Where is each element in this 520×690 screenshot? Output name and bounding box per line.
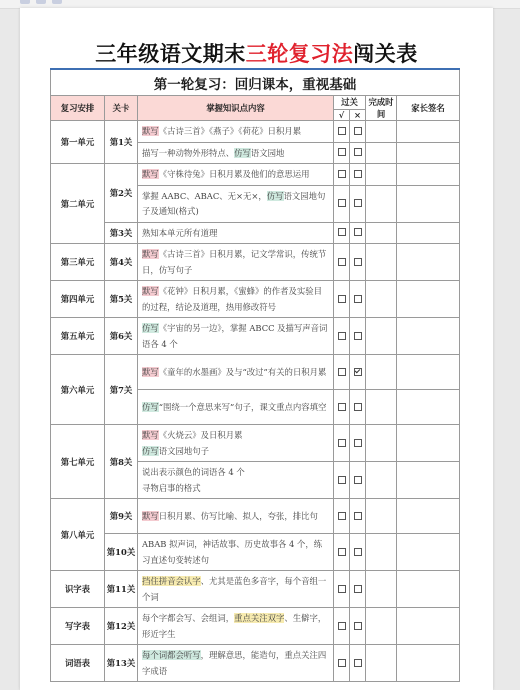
unit-cell: 第四单元 bbox=[51, 281, 105, 318]
fail-checkbox[interactable] bbox=[354, 512, 362, 520]
fail-cell bbox=[350, 318, 366, 355]
toolbar-tab-marker bbox=[36, 0, 46, 4]
pass-checkbox[interactable] bbox=[338, 512, 346, 520]
pass-cell bbox=[334, 499, 350, 534]
table-row bbox=[51, 608, 460, 645]
table-subtitle: 第一轮复习：回归课本，重视基础 bbox=[51, 69, 460, 96]
fail-cell bbox=[350, 534, 366, 571]
pass-checkbox[interactable] bbox=[338, 403, 346, 411]
gate-cell: 第9关 bbox=[105, 499, 138, 534]
fail-cell bbox=[350, 244, 366, 281]
fail-cell bbox=[350, 355, 366, 390]
pass-checkbox[interactable] bbox=[338, 258, 346, 266]
parent-sign-cell[interactable] bbox=[397, 142, 460, 164]
header-cross-mark: × bbox=[350, 109, 366, 120]
table-row bbox=[51, 534, 460, 571]
pass-checkbox[interactable] bbox=[338, 295, 346, 303]
table-row bbox=[51, 645, 460, 682]
gate-cell: 第12关 bbox=[105, 608, 138, 645]
pass-cell bbox=[334, 244, 350, 281]
highlighted-text: 仿写 bbox=[234, 147, 251, 158]
header-pass: 过关 bbox=[334, 96, 366, 110]
fail-checkbox[interactable] bbox=[354, 439, 362, 447]
unit-cell: 第五单元 bbox=[51, 318, 105, 355]
parent-sign-cell[interactable] bbox=[397, 222, 460, 244]
pass-checkbox[interactable] bbox=[338, 548, 346, 556]
pass-checkbox[interactable] bbox=[338, 332, 346, 340]
fail-cell bbox=[350, 425, 366, 462]
content-text: 寻物启事的格式 bbox=[142, 482, 201, 493]
unit-cell: 词语表 bbox=[51, 645, 105, 682]
parent-sign-cell[interactable] bbox=[397, 281, 460, 318]
fail-cell bbox=[350, 185, 366, 222]
pass-checkbox[interactable] bbox=[338, 622, 346, 630]
content-text: 语文园地 bbox=[250, 147, 285, 158]
done-time-cell[interactable] bbox=[366, 425, 397, 462]
content-text: 《守株待兔》日积月累及他们的意思运用 bbox=[158, 169, 310, 179]
parent-sign-cell[interactable] bbox=[397, 571, 460, 608]
done-time-cell[interactable] bbox=[366, 645, 397, 682]
fail-cell bbox=[350, 499, 366, 534]
gate-cell: 第4关 bbox=[105, 244, 138, 281]
fail-checkbox[interactable] bbox=[354, 295, 362, 303]
pass-checkbox[interactable] bbox=[338, 127, 346, 135]
done-time-cell[interactable] bbox=[366, 222, 397, 244]
gate-cell: 第5关 bbox=[105, 281, 138, 318]
fail-cell bbox=[350, 281, 366, 318]
fail-checkbox[interactable] bbox=[354, 403, 362, 411]
parent-sign-cell[interactable] bbox=[397, 608, 460, 645]
fail-checkbox[interactable] bbox=[354, 368, 362, 376]
gate-cell: 第6关 bbox=[105, 318, 138, 355]
content-text: 、生僻字，形近字生 bbox=[142, 613, 327, 639]
content-text: 《花钟》日积月累，《蜜蜂》的作者及实验目的过程，结论及道理，热用修改符号 bbox=[142, 286, 323, 312]
toolbar-tab-marker bbox=[52, 0, 62, 4]
pass-cell bbox=[334, 281, 350, 318]
gate-cell: 第11关 bbox=[105, 571, 138, 608]
content-cell bbox=[138, 318, 334, 355]
content-cell bbox=[138, 534, 334, 571]
content-cell bbox=[138, 142, 334, 164]
fail-checkbox[interactable] bbox=[354, 332, 362, 340]
content-text: 《古诗三首》日积月累，记文学常识，传统节日，仿写句子 bbox=[142, 249, 327, 275]
content-cell bbox=[138, 244, 334, 281]
fail-cell bbox=[350, 645, 366, 682]
table-row bbox=[51, 222, 460, 244]
fail-checkbox[interactable] bbox=[354, 199, 362, 207]
header-content: 掌握知识点内容 bbox=[138, 96, 334, 121]
content-cell bbox=[138, 608, 334, 645]
parent-sign-cell[interactable] bbox=[397, 121, 460, 143]
highlighted-text: 仿写 bbox=[142, 323, 159, 333]
gate-cell: 第2关 bbox=[105, 164, 138, 223]
pass-checkbox[interactable] bbox=[338, 476, 346, 484]
pass-checkbox[interactable] bbox=[338, 439, 346, 447]
content-cell bbox=[138, 355, 334, 390]
fail-cell bbox=[350, 222, 366, 244]
done-time-cell[interactable] bbox=[366, 142, 397, 164]
gate-cell: 第8关 bbox=[105, 425, 138, 499]
done-time-cell[interactable] bbox=[366, 571, 397, 608]
content-text: 说出表示颜色的词语各 4 个 bbox=[142, 467, 245, 477]
highlighted-text: 每个词都会听写 bbox=[142, 650, 201, 660]
pass-checkbox[interactable] bbox=[338, 170, 346, 178]
content-text: 、尤其是蓝色多音字，每个音组一个词 bbox=[142, 576, 327, 602]
done-time-cell[interactable] bbox=[366, 185, 397, 222]
done-time-cell[interactable] bbox=[366, 390, 397, 425]
content-cell bbox=[138, 425, 334, 462]
done-time-cell[interactable] bbox=[366, 355, 397, 390]
highlighted-text: 默写 bbox=[142, 169, 159, 179]
highlighted-text: 重点关注双字 bbox=[234, 613, 285, 623]
pass-checkbox[interactable] bbox=[338, 585, 346, 593]
pass-cell bbox=[334, 121, 350, 143]
title-part-3: 闯关表 bbox=[353, 42, 418, 66]
pass-cell bbox=[334, 608, 350, 645]
fail-checkbox[interactable] bbox=[354, 148, 362, 156]
pass-cell bbox=[334, 645, 350, 682]
done-time-cell[interactable] bbox=[366, 534, 397, 571]
content-text: 描写一种动物外形特点、 bbox=[142, 147, 235, 158]
fail-checkbox[interactable] bbox=[354, 258, 362, 266]
header-done-time: 完成时间 bbox=[366, 96, 397, 121]
content-text: 《童年的水墨画》及与“改过”有关的日积月累 bbox=[158, 366, 327, 377]
parent-sign-cell[interactable] bbox=[397, 318, 460, 355]
pass-cell bbox=[334, 462, 350, 499]
content-text: 熟知本单元所有道理 bbox=[142, 227, 218, 238]
done-time-cell[interactable] bbox=[366, 281, 397, 318]
done-time-cell[interactable] bbox=[366, 608, 397, 645]
content-text: 《火烧云》及日积月累 bbox=[158, 430, 243, 440]
parent-sign-cell[interactable] bbox=[397, 645, 460, 682]
table-row bbox=[51, 499, 460, 534]
table-row bbox=[51, 244, 460, 281]
content-cell bbox=[138, 499, 334, 534]
highlighted-text: 仿写 bbox=[266, 190, 284, 201]
parent-sign-cell[interactable] bbox=[397, 244, 460, 281]
pass-cell bbox=[334, 318, 350, 355]
fail-cell bbox=[350, 142, 366, 164]
content-cell bbox=[138, 185, 334, 222]
content-text: 每个字都会写、会组词， bbox=[142, 613, 235, 623]
content-cell bbox=[138, 222, 334, 244]
content-cell bbox=[138, 121, 334, 143]
table-row bbox=[51, 318, 460, 355]
unit-cell: 第三单元 bbox=[51, 244, 105, 281]
unit-cell: 第一单元 bbox=[51, 121, 105, 164]
fail-checkbox[interactable] bbox=[354, 228, 362, 236]
toolbar-tab-marker bbox=[20, 0, 30, 4]
fail-checkbox[interactable] bbox=[354, 548, 362, 556]
parent-sign-cell[interactable] bbox=[397, 462, 460, 499]
unit-cell: 识字表 bbox=[51, 571, 105, 608]
content-cell bbox=[138, 164, 334, 186]
pass-cell bbox=[334, 142, 350, 164]
fail-cell bbox=[350, 390, 366, 425]
unit-cell: 写字表 bbox=[51, 608, 105, 645]
content-text: ABAB 拟声词，神话故事、历史故事各 4 个，练习直述句变转述句 bbox=[142, 539, 323, 565]
pass-checkbox[interactable] bbox=[338, 228, 346, 236]
done-time-cell[interactable] bbox=[366, 318, 397, 355]
content-cell bbox=[138, 571, 334, 608]
fail-cell bbox=[350, 121, 366, 143]
fail-checkbox[interactable] bbox=[354, 585, 362, 593]
pass-cell bbox=[334, 222, 350, 244]
content-text: 《古诗三首》《燕子》《荷花》日积月累 bbox=[158, 126, 302, 136]
content-text: 《宇宙的另一边》，掌握 ABCC 及描写声音词语各 4 个 bbox=[142, 323, 328, 349]
parent-sign-cell[interactable] bbox=[397, 534, 460, 571]
done-time-cell[interactable] bbox=[366, 462, 397, 499]
pass-checkbox[interactable] bbox=[338, 368, 346, 376]
checklist-table bbox=[50, 68, 460, 682]
gate-cell: 第13关 bbox=[105, 645, 138, 682]
fail-checkbox[interactable] bbox=[354, 127, 362, 135]
pass-cell bbox=[334, 355, 350, 390]
content-text: 掌握 AABC、ABAC、无×无×， bbox=[142, 190, 267, 201]
pass-cell bbox=[334, 185, 350, 222]
pass-cell bbox=[334, 425, 350, 462]
done-time-cell[interactable] bbox=[366, 164, 397, 186]
header-parent-sign: 家长签名 bbox=[397, 96, 460, 121]
table-row bbox=[51, 425, 460, 462]
highlighted-text: 挡住拼音会认字 bbox=[142, 576, 201, 586]
pass-checkbox[interactable] bbox=[338, 199, 346, 207]
table-row bbox=[51, 121, 460, 143]
fail-checkbox[interactable] bbox=[354, 622, 362, 630]
content-text: 语文园地句子 bbox=[158, 445, 209, 456]
pass-checkbox[interactable] bbox=[338, 659, 346, 667]
header-check-mark: √ bbox=[334, 109, 350, 120]
fail-checkbox[interactable] bbox=[354, 170, 362, 178]
parent-sign-cell[interactable] bbox=[397, 355, 460, 390]
content-cell bbox=[138, 281, 334, 318]
highlighted-text: 仿写 bbox=[142, 401, 159, 412]
fail-cell bbox=[350, 608, 366, 645]
header-gate: 关卡 bbox=[105, 96, 138, 121]
title-part-1: 三年级语文期末 bbox=[95, 42, 246, 66]
fail-checkbox[interactable] bbox=[354, 659, 362, 667]
parent-sign-cell[interactable] bbox=[397, 164, 460, 186]
content-text: 日积月累、仿写比喻、拟人，夸张，排比句 bbox=[158, 510, 318, 521]
title-part-2: 三轮复习法 bbox=[245, 42, 354, 66]
pass-cell bbox=[334, 164, 350, 186]
content-text: “围绕一个意思来写”句子，课文重点内容填空 bbox=[158, 401, 327, 412]
gate-cell: 第10关 bbox=[105, 534, 138, 571]
table-row bbox=[51, 355, 460, 390]
fail-cell bbox=[350, 462, 366, 499]
highlighted-text: 默写 bbox=[142, 286, 159, 296]
done-time-cell[interactable] bbox=[366, 499, 397, 534]
done-time-cell[interactable] bbox=[366, 244, 397, 281]
content-cell bbox=[138, 462, 334, 499]
pass-cell bbox=[334, 534, 350, 571]
highlighted-text: 默写 bbox=[142, 249, 159, 259]
parent-sign-cell[interactable] bbox=[397, 499, 460, 534]
gate-cell: 第3关 bbox=[105, 222, 138, 244]
table-row bbox=[51, 164, 460, 186]
content-cell bbox=[138, 645, 334, 682]
content-text: 语文园地句子及通知(格式) bbox=[142, 190, 326, 216]
unit-cell: 第二单元 bbox=[51, 164, 105, 244]
table-row bbox=[51, 571, 460, 608]
pass-checkbox[interactable] bbox=[338, 148, 346, 156]
table-body bbox=[51, 121, 460, 682]
parent-sign-cell[interactable] bbox=[397, 185, 460, 222]
highlighted-text: 默写 bbox=[142, 366, 159, 377]
pass-cell bbox=[334, 390, 350, 425]
unit-cell: 第七单元 bbox=[51, 425, 105, 499]
content-text: ，理解意思，能造句，重点关注四字成语 bbox=[142, 650, 327, 676]
fail-checkbox[interactable] bbox=[354, 476, 362, 484]
highlighted-text: 默写 bbox=[142, 510, 159, 521]
unit-cell: 第六单元 bbox=[51, 355, 105, 425]
fail-cell bbox=[350, 164, 366, 186]
page-title bbox=[20, 38, 493, 68]
fail-cell bbox=[350, 571, 366, 608]
pass-cell bbox=[334, 571, 350, 608]
table-row bbox=[51, 281, 460, 318]
gate-cell: 第1关 bbox=[105, 121, 138, 164]
highlighted-text: 仿写 bbox=[142, 445, 159, 456]
gate-cell: 第7关 bbox=[105, 355, 138, 425]
done-time-cell[interactable] bbox=[366, 121, 397, 143]
highlighted-text: 默写 bbox=[142, 126, 159, 136]
content-cell bbox=[138, 390, 334, 425]
parent-sign-cell[interactable] bbox=[397, 390, 460, 425]
highlighted-text: 默写 bbox=[142, 430, 159, 440]
header-arrangement: 复习安排 bbox=[51, 96, 105, 121]
parent-sign-cell[interactable] bbox=[397, 425, 460, 462]
unit-cell: 第八单元 bbox=[51, 499, 105, 571]
